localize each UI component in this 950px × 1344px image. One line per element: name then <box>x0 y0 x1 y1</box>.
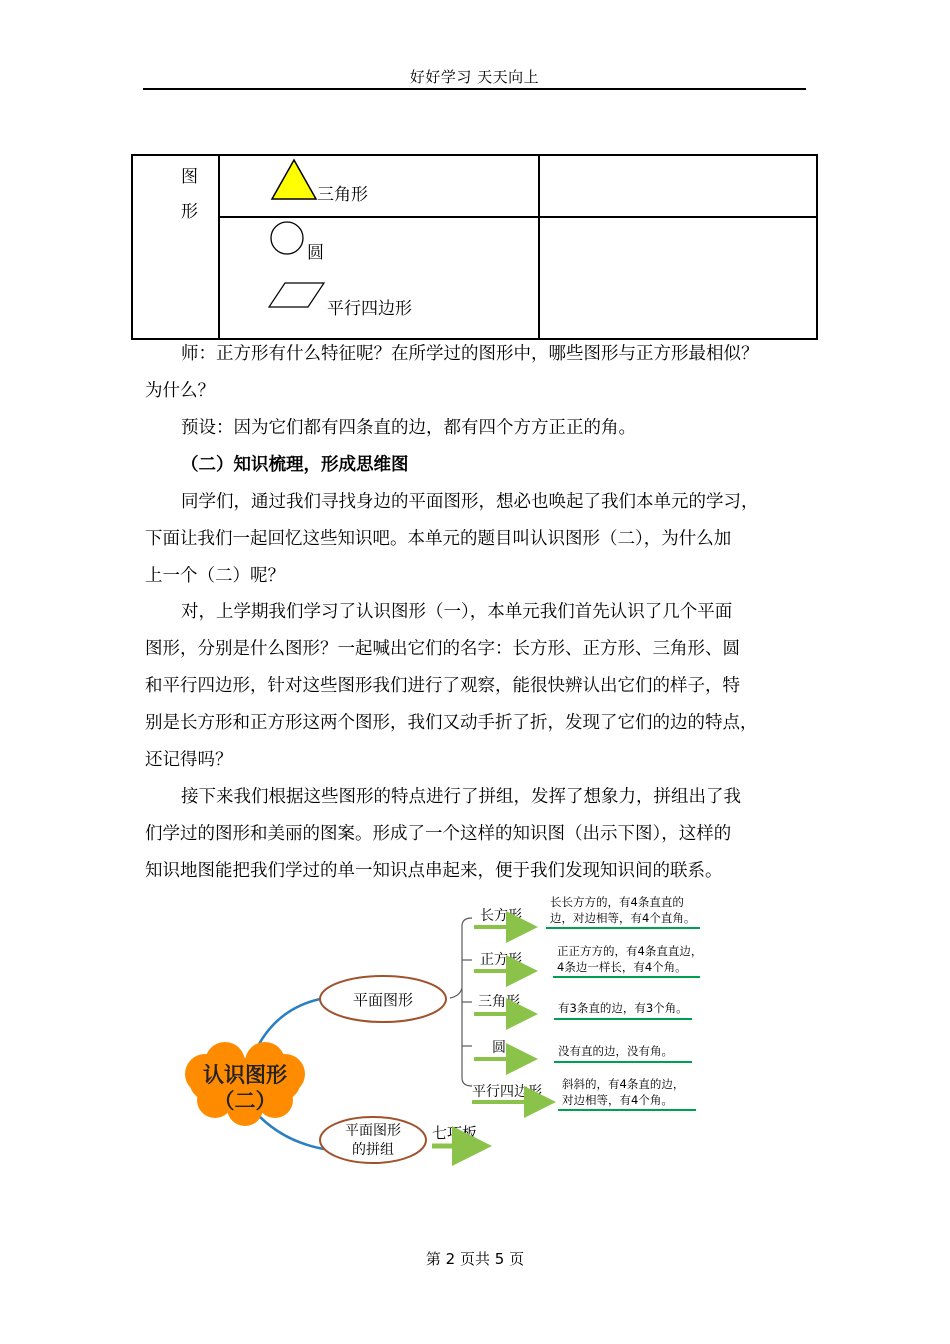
leaf-rectangle-desc-2: 边，对边相等，有4个直角。 <box>550 911 696 925</box>
p5-line-3: 知识地图能把我们学过的单一知识点串起来，便于我们发现知识间的联系。 <box>145 861 723 881</box>
leaf-square-desc-2: 4条边一样长，有4个角。 <box>557 960 687 974</box>
table-row-divider <box>220 216 818 218</box>
circle-icon <box>269 220 305 256</box>
paragraph-2 <box>145 410 815 447</box>
leaf-triangle-desc-1: 有3条直的边，有3个角。 <box>558 1001 688 1015</box>
branch-label-combination-2: 的拼组 <box>352 1142 394 1158</box>
p5-line-2: 们学过的图形和美丽的图案。形成了一个这样的知识图（出示下图），这样的 <box>145 824 732 844</box>
category-label-1: 图 <box>181 167 198 187</box>
bracket-line <box>450 918 472 998</box>
category-label-2: 形 <box>181 202 198 222</box>
leaf-rectangle-label: 长方形 <box>480 908 522 924</box>
circle-label: 圆 <box>307 243 324 263</box>
leaf-rectangle-desc-1: 长长方方的，有4条直直的 <box>550 895 684 909</box>
paragraph-4 <box>145 594 815 779</box>
p4-line-4: 别是长方形和正方形这两个图形，我们又动手折了折，发现了它们的边的特点， <box>145 713 758 733</box>
page-footer: 第 2 页共 5 页 <box>425 1250 525 1268</box>
leaf-square-desc-1: 正正方方的，有4条直直边， <box>557 944 703 958</box>
center-title-1: 认识图形 <box>203 1063 287 1087</box>
leaf-parallelogram-label: 平行四边形 <box>472 1084 542 1100</box>
leaf-square-label: 正方形 <box>480 952 522 968</box>
paragraph-3 <box>145 484 815 595</box>
paragraph-1 <box>145 336 815 373</box>
p4-line-1: 对，上学期我们学习了认识图形（一），本单元我们首先认识了几个平面 <box>181 602 733 622</box>
parallelogram-icon <box>267 280 327 310</box>
mind-map <box>160 888 760 1168</box>
page-header: 好好学习 天天向上 <box>409 68 540 86</box>
p4-line-2: 图形，分别是什么图形？一起喊出它们的名字：长方形、正方形、三角形、圆 <box>145 639 740 659</box>
branch-label-plane-shapes: 平面图形 <box>352 991 414 1009</box>
header-divider <box>143 88 806 90</box>
category-cell <box>133 156 220 338</box>
p1-line-1: 师：正方形有什么特征呢？在所学过的图形中，哪些图形与正方形最相似？ <box>181 344 759 364</box>
center-cloud <box>185 1042 305 1126</box>
paragraph-5 <box>145 779 815 890</box>
branch-label-combination-1: 平面图形 <box>345 1123 401 1139</box>
leaf-circle-desc-1: 没有直的边，没有角。 <box>558 1044 673 1058</box>
p3-line-1: 同学们，通过我们寻找身边的平面图形，想必也唤起了我们本单元的学习， <box>181 492 759 512</box>
leaf-circle-label: 圆 <box>492 1040 506 1056</box>
p1-line-2: 为什么？ <box>145 381 215 401</box>
leaf-parallelogram-desc-2: 对边相等，有4个角。 <box>562 1093 673 1107</box>
bracket-line-lower <box>462 988 472 1086</box>
leaf-parallelogram-desc-1: 斜斜的，有4条直的边， <box>562 1077 685 1091</box>
p4-line-3: 和平行四边形，针对这些图形我们进行了观察，能很快辨认出它们的样子，特 <box>145 676 740 696</box>
p2-line-1: 预设：因为它们都有四条直的边，都有四个方方正正的角。 <box>181 418 636 438</box>
parallelogram-label: 平行四边形 <box>327 299 412 319</box>
p5-line-1: 接下来我们根据这些图形的特点进行了拼组，发挥了想象力，拼组出了我 <box>181 787 741 807</box>
p3-line-2: 下面让我们一起回忆这些知识吧。本单元的题目叫认识图形（二），为什么加 <box>145 529 732 549</box>
paragraph-1-cont <box>145 373 815 410</box>
p3-line-3: 上一个（二）呢？ <box>145 566 285 586</box>
leaf-triangle-label: 三角形 <box>478 994 520 1010</box>
section-heading: （二）知识梳理，形成思维图 <box>181 455 409 475</box>
triangle-icon <box>269 158 319 202</box>
shapes-table <box>131 154 818 340</box>
p4-line-5: 还记得吗？ <box>145 750 233 770</box>
triangle-label: 三角形 <box>317 185 368 205</box>
center-title-2: （二） <box>213 1089 277 1113</box>
leaf-tangram-label: 七巧板 <box>432 1124 478 1142</box>
